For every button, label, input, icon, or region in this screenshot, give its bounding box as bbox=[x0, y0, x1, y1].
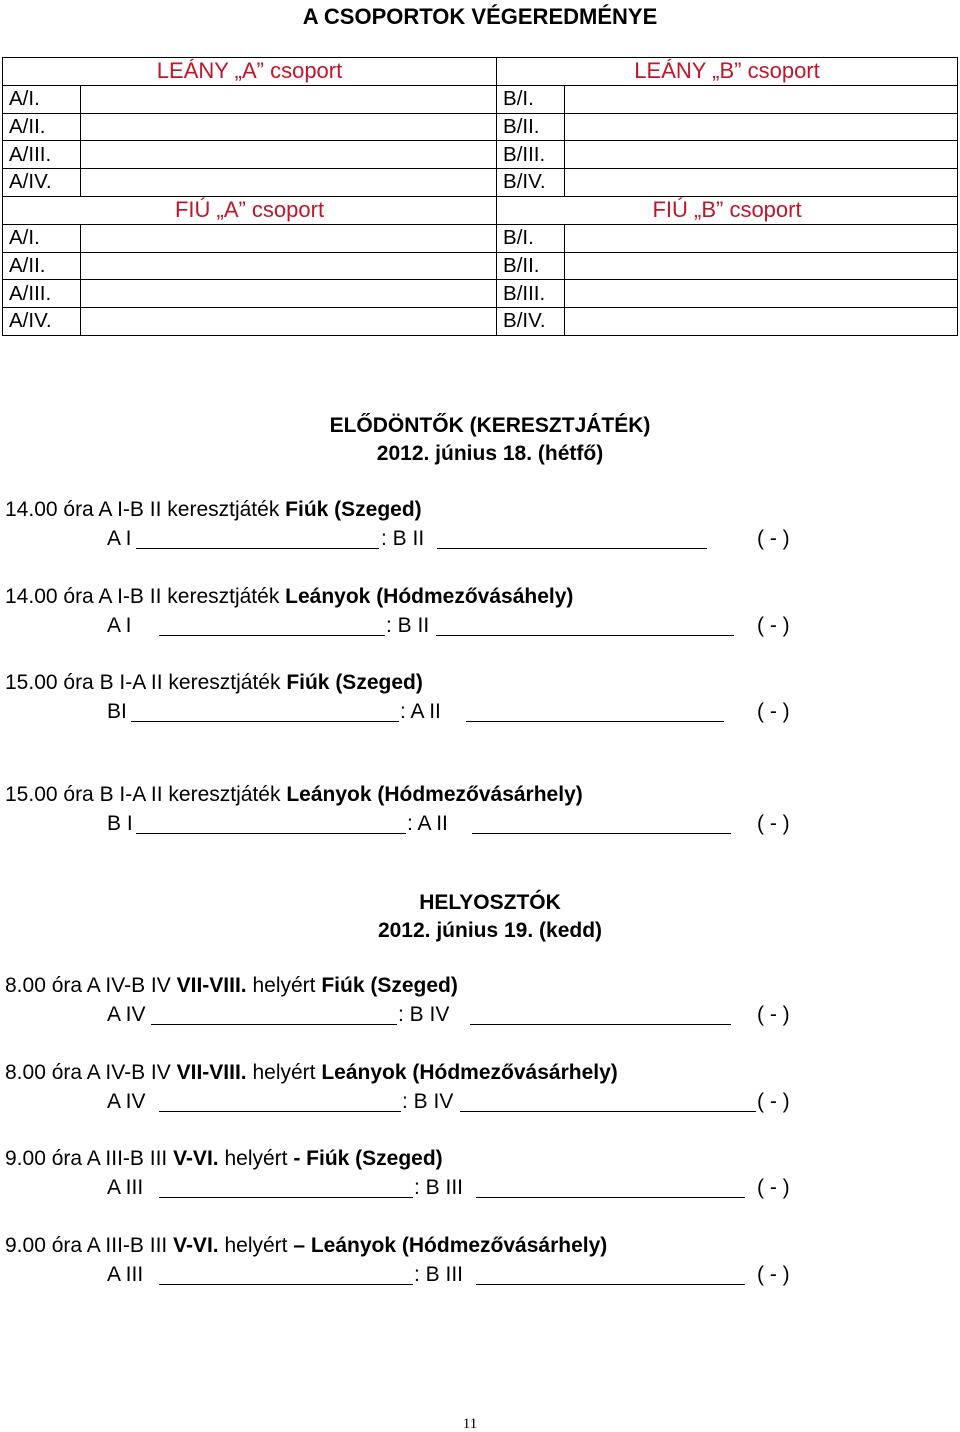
match-right-team: : B III bbox=[414, 1263, 464, 1286]
group-rank-right: B/III. bbox=[497, 280, 565, 308]
match-right-team: : B IV bbox=[402, 1090, 454, 1113]
score-line-right bbox=[436, 635, 734, 636]
group-team-left bbox=[81, 308, 497, 336]
score-line-left bbox=[159, 1197, 413, 1198]
match-score: ( - ) bbox=[757, 527, 790, 550]
match-score: ( - ) bbox=[757, 614, 790, 637]
group-rank-left: A/II. bbox=[3, 252, 81, 280]
score-line-left bbox=[159, 1111, 401, 1112]
group-team-left bbox=[81, 224, 497, 252]
match-title: 15.00 óra B I-A II keresztjáték Leányok (Hódmezővásárhely) bbox=[5, 783, 583, 806]
score-line-left bbox=[159, 1284, 413, 1285]
elodontok-heading: ELŐDÖNTŐK (KERESZTJÁTÉK) bbox=[329, 414, 651, 437]
score-line-right bbox=[466, 721, 724, 722]
group-rank-left: A/IV. bbox=[3, 308, 81, 336]
match-title: 8.00 óra A IV-B IV VII-VIII. helyért Leányok (Hódmezővásárhely) bbox=[5, 1061, 618, 1084]
group-rank-right: B/IV. bbox=[497, 308, 565, 336]
match-right-team: : B II bbox=[386, 614, 430, 637]
score-line-right bbox=[476, 1197, 745, 1198]
match-score: ( - ) bbox=[757, 1176, 790, 1199]
score-line-right bbox=[460, 1111, 756, 1112]
match-right-team: : B II bbox=[381, 527, 425, 550]
group-team-right bbox=[565, 280, 958, 308]
group-rank-right: B/I. bbox=[497, 85, 565, 113]
helyosztok-heading: HELYOSZTÓK bbox=[419, 891, 561, 914]
groups-table bbox=[2, 57, 958, 336]
match-left-team: A III bbox=[107, 1263, 144, 1286]
group-header-left: LEÁNY „A” csoport bbox=[3, 58, 497, 86]
match-score: ( - ) bbox=[757, 812, 790, 835]
match-left-team: A IV bbox=[107, 1090, 146, 1113]
helyosztok-date: 2012. június 19. (kedd) bbox=[377, 919, 603, 942]
match-score: ( - ) bbox=[757, 1090, 790, 1113]
group-rank-right: B/II. bbox=[497, 113, 565, 141]
match-title: 15.00 óra B I-A II keresztjáték Fiúk (Szeged) bbox=[5, 671, 423, 694]
table-row bbox=[3, 113, 958, 141]
match-left-team: A IV bbox=[107, 1003, 146, 1026]
match-left-team: BI bbox=[107, 700, 127, 723]
table-row bbox=[3, 280, 958, 308]
group-team-right bbox=[565, 141, 958, 169]
group-team-left bbox=[81, 169, 497, 197]
group-team-right bbox=[565, 113, 958, 141]
group-rank-right: B/I. bbox=[497, 224, 565, 252]
score-line-right bbox=[470, 1024, 731, 1025]
score-line-left bbox=[131, 721, 399, 722]
group-team-left bbox=[81, 280, 497, 308]
match-right-team: : A II bbox=[400, 700, 441, 723]
group-rank-left: A/III. bbox=[3, 280, 81, 308]
match-right-team: : B IV bbox=[398, 1003, 450, 1026]
match-score: ( - ) bbox=[757, 700, 790, 723]
score-line-left bbox=[159, 635, 385, 636]
group-rank-right: B/III. bbox=[497, 141, 565, 169]
score-line-left bbox=[151, 1024, 397, 1025]
group-header-right: LEÁNY „B” csoport bbox=[497, 58, 958, 86]
group-rank-left: A/I. bbox=[3, 224, 81, 252]
group-team-left bbox=[81, 141, 497, 169]
group-rank-left: A/III. bbox=[3, 141, 81, 169]
match-left-team: A I bbox=[107, 527, 132, 550]
match-title: 14.00 óra A I-B II keresztjáték Leányok (Hódmezővásáhely) bbox=[5, 585, 574, 608]
group-header-right: FIÚ „B” csoport bbox=[497, 196, 958, 224]
match-title: 8.00 óra A IV-B IV VII-VIII. helyért Fiúk (Szeged) bbox=[5, 974, 458, 997]
score-line-right bbox=[472, 833, 731, 834]
group-header-left: FIÚ „A” csoport bbox=[3, 196, 497, 224]
score-line-right bbox=[476, 1284, 745, 1285]
group-header-row bbox=[3, 196, 958, 224]
table-row bbox=[3, 169, 958, 197]
group-rank-left: A/IV. bbox=[3, 169, 81, 197]
match-left-team: A III bbox=[107, 1176, 144, 1199]
group-team-right bbox=[565, 169, 958, 197]
group-team-right bbox=[565, 308, 958, 336]
match-left-team: B I bbox=[107, 812, 133, 835]
table-row bbox=[3, 85, 958, 113]
group-team-right bbox=[565, 85, 958, 113]
score-line-right bbox=[437, 548, 707, 549]
page-title: A CSOPORTOK VÉGEREDMÉNYE bbox=[302, 4, 658, 29]
group-team-left bbox=[81, 85, 497, 113]
match-title: 9.00 óra A III-B III V-VI. helyért - Fiúk (Szeged) bbox=[5, 1147, 443, 1170]
group-team-right bbox=[565, 224, 958, 252]
table-row bbox=[3, 308, 958, 336]
match-left-team: A I bbox=[107, 614, 132, 637]
group-rank-right: B/II. bbox=[497, 252, 565, 280]
page-number: 11 bbox=[462, 1416, 478, 1432]
group-rank-right: B/IV. bbox=[497, 169, 565, 197]
match-score: ( - ) bbox=[757, 1263, 790, 1286]
group-rank-left: A/II. bbox=[3, 113, 81, 141]
match-title: 14.00 óra A I-B II keresztjáték Fiúk (Szeged) bbox=[5, 498, 422, 521]
table-row bbox=[3, 252, 958, 280]
group-team-left bbox=[81, 252, 497, 280]
group-team-left bbox=[81, 113, 497, 141]
table-row bbox=[3, 141, 958, 169]
score-line-left bbox=[136, 548, 379, 549]
match-right-team: : B III bbox=[414, 1176, 464, 1199]
group-team-right bbox=[565, 252, 958, 280]
group-header-row bbox=[3, 58, 958, 86]
match-title: 9.00 óra A III-B III V-VI. helyért – Leányok (Hódmezővásárhely) bbox=[5, 1234, 608, 1257]
elodontok-date: 2012. június 18. (hétfő) bbox=[376, 442, 604, 465]
table-row bbox=[3, 224, 958, 252]
group-rank-left: A/I. bbox=[3, 85, 81, 113]
match-right-team: : A II bbox=[407, 812, 448, 835]
score-line-left bbox=[136, 833, 406, 834]
match-score: ( - ) bbox=[757, 1003, 790, 1026]
